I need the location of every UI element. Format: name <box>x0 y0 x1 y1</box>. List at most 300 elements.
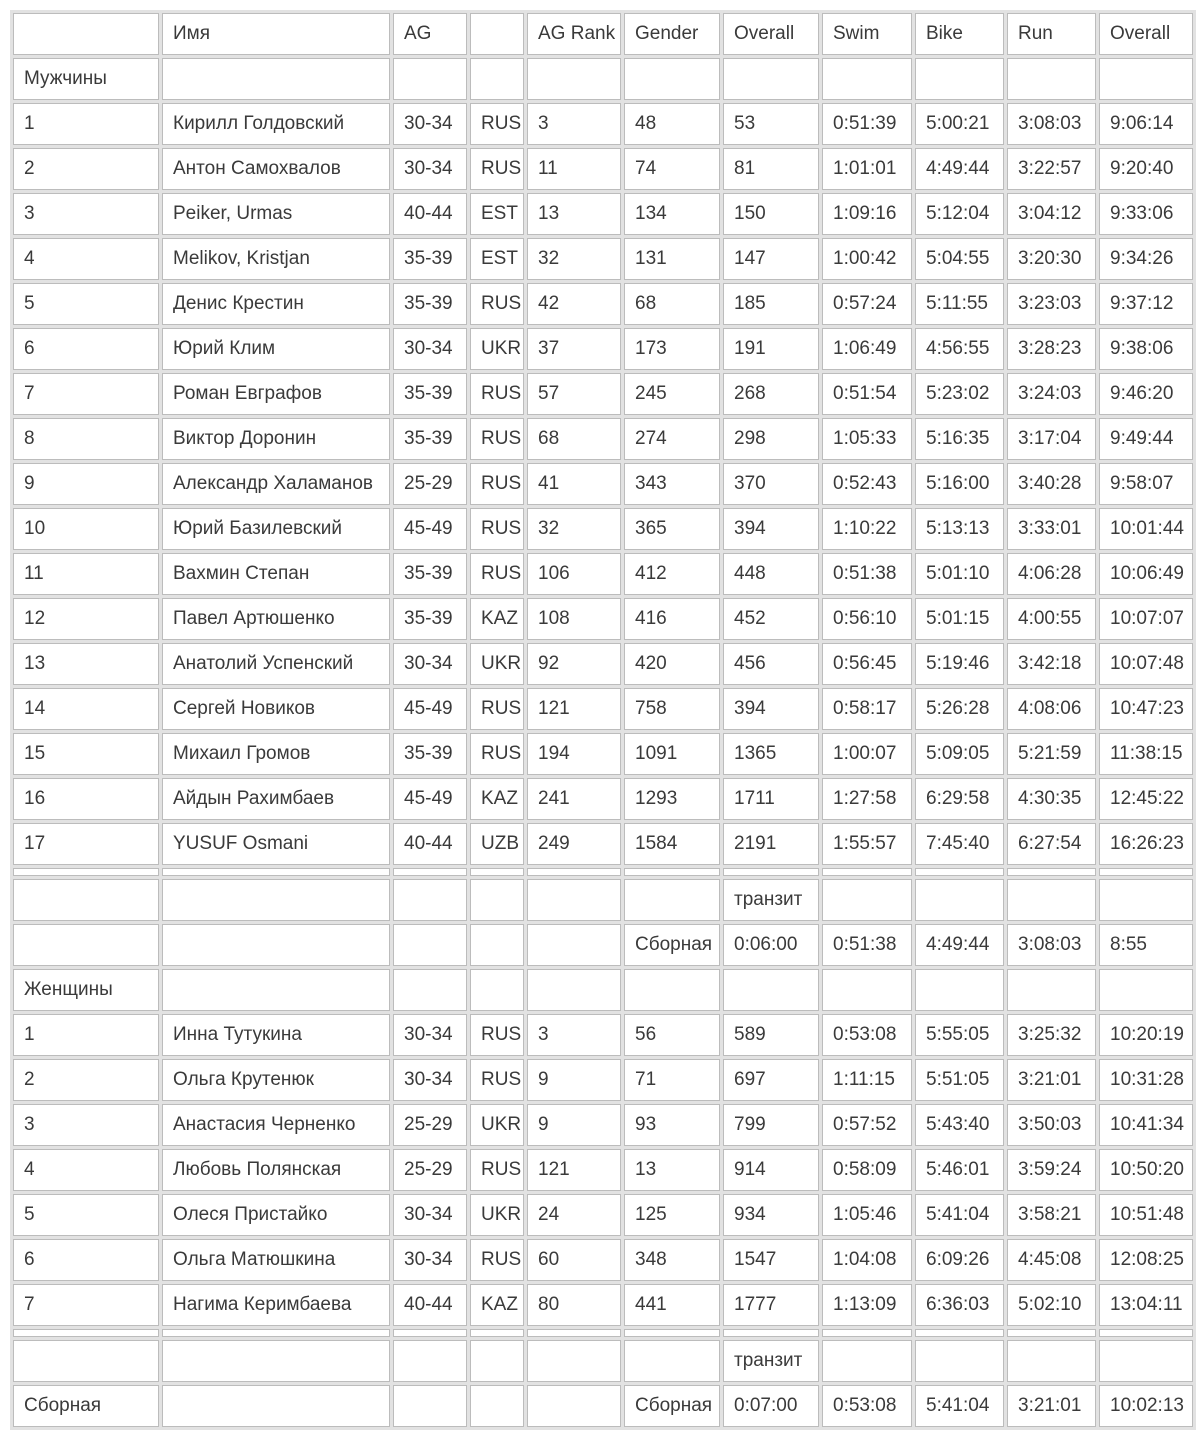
cell-gender-rank <box>624 1340 720 1382</box>
cell-country <box>470 1385 524 1427</box>
cell-overall-rank <box>723 868 819 876</box>
cell-total-time: 9:46:20 <box>1099 373 1193 415</box>
header-overall-rank: Overall <box>723 13 819 55</box>
cell-age-group <box>393 1385 467 1427</box>
cell-country: KAZ <box>470 1284 524 1326</box>
cell-swim-time: 0:51:38 <box>822 553 912 595</box>
cell-run-time <box>1007 1340 1096 1382</box>
cell-country: UKR <box>470 1104 524 1146</box>
result-row <box>13 823 1193 865</box>
cell-rank <box>13 1340 159 1382</box>
cell-bike-time: 5:23:02 <box>915 373 1004 415</box>
cell-bike-time: 5:01:10 <box>915 553 1004 595</box>
cell-swim-time: 0:51:39 <box>822 103 912 145</box>
cell-name: Айдын Рахимбаев <box>162 778 390 820</box>
cell-bike-time: 4:49:44 <box>915 148 1004 190</box>
cell-rank: 5 <box>13 283 159 325</box>
result-row <box>13 553 1193 595</box>
cell-ag-rank: 32 <box>527 508 621 550</box>
cell-overall-rank: 150 <box>723 193 819 235</box>
cell-bike-time: 6:36:03 <box>915 1284 1004 1326</box>
result-row <box>13 1149 1193 1191</box>
cell-total-time: 12:45:22 <box>1099 778 1193 820</box>
cell-ag-rank: 32 <box>527 238 621 280</box>
cell-ag-rank: 13 <box>527 193 621 235</box>
cell-swim-time: 0:57:52 <box>822 1104 912 1146</box>
cell-swim-time: 0:58:09 <box>822 1149 912 1191</box>
result-row <box>13 328 1193 370</box>
cell-total-time: 9:49:44 <box>1099 418 1193 460</box>
cell-age-group: 30-34 <box>393 1014 467 1056</box>
cell-overall-rank: 697 <box>723 1059 819 1101</box>
cell-ag-rank: 249 <box>527 823 621 865</box>
cell-country: UKR <box>470 1194 524 1236</box>
cell-ag-rank: 106 <box>527 553 621 595</box>
result-row <box>13 1239 1193 1281</box>
cell-total-time: 9:37:12 <box>1099 283 1193 325</box>
cell-gender-rank: 348 <box>624 1239 720 1281</box>
cell-country <box>470 58 524 100</box>
cell-bike-time: 7:45:40 <box>915 823 1004 865</box>
cell-ag-rank <box>527 879 621 921</box>
cell-gender-rank: 1293 <box>624 778 720 820</box>
cell-name <box>162 868 390 876</box>
cell-country <box>470 924 524 966</box>
cell-run-time: 3:04:12 <box>1007 193 1096 235</box>
cell-name <box>162 1385 390 1427</box>
cell-overall-rank: 0:07:00 <box>723 1385 819 1427</box>
cell-ag-rank: 108 <box>527 598 621 640</box>
cell-overall-rank: 268 <box>723 373 819 415</box>
cell-name: Юрий Базилевский <box>162 508 390 550</box>
cell-age-group: 45-49 <box>393 778 467 820</box>
cell-age-group: 40-44 <box>393 823 467 865</box>
cell-overall-rank: транзит <box>723 879 819 921</box>
cell-country: RUS <box>470 1014 524 1056</box>
cell-name: Роман Евграфов <box>162 373 390 415</box>
cell-run-time: 3:33:01 <box>1007 508 1096 550</box>
cell-rank <box>13 1329 159 1337</box>
cell-swim-time: 1:00:07 <box>822 733 912 775</box>
cell-age-group <box>393 868 467 876</box>
cell-swim-time: 0:53:08 <box>822 1014 912 1056</box>
cell-country: RUS <box>470 733 524 775</box>
cell-total-time: 13:04:11 <box>1099 1284 1193 1326</box>
cell-total-time: 10:01:44 <box>1099 508 1193 550</box>
cell-name <box>162 879 390 921</box>
cell-country: RUS <box>470 148 524 190</box>
cell-swim-time: 0:52:43 <box>822 463 912 505</box>
cell-age-group: 30-34 <box>393 1239 467 1281</box>
cell-swim-time: 1:13:09 <box>822 1284 912 1326</box>
cell-age-group: 35-39 <box>393 418 467 460</box>
cell-bike-time: 5:46:01 <box>915 1149 1004 1191</box>
cell-gender-rank: Сборная <box>624 924 720 966</box>
cell-country: UKR <box>470 643 524 685</box>
cell-ag-rank: 80 <box>527 1284 621 1326</box>
cell-age-group: 45-49 <box>393 508 467 550</box>
cell-swim-time: 0:58:17 <box>822 688 912 730</box>
cell-rank: 12 <box>13 598 159 640</box>
cell-gender-rank: 74 <box>624 148 720 190</box>
cell-gender-rank: 134 <box>624 193 720 235</box>
cell-swim-time: 1:10:22 <box>822 508 912 550</box>
cell-bike-time: 5:13:13 <box>915 508 1004 550</box>
cell-rank: 1 <box>13 1014 159 1056</box>
cell-country: RUS <box>470 553 524 595</box>
cell-ag-rank: 41 <box>527 463 621 505</box>
cell-run-time <box>1007 879 1096 921</box>
cell-total-time <box>1099 58 1193 100</box>
cell-swim-time: 0:53:08 <box>822 1385 912 1427</box>
cell-bike-time: 5:26:28 <box>915 688 1004 730</box>
cell-ag-rank: 241 <box>527 778 621 820</box>
cell-overall-rank: 914 <box>723 1149 819 1191</box>
results-table-body <box>13 58 1193 1427</box>
cell-overall-rank: 53 <box>723 103 819 145</box>
cell-run-time: 3:22:57 <box>1007 148 1096 190</box>
cell-total-time: 10:02:13 <box>1099 1385 1193 1427</box>
cell-gender-rank: 274 <box>624 418 720 460</box>
cell-age-group <box>393 969 467 1011</box>
cell-ag-rank <box>527 924 621 966</box>
result-row <box>13 733 1193 775</box>
cell-ag-rank: 24 <box>527 1194 621 1236</box>
cell-name: Сергей Новиков <box>162 688 390 730</box>
cell-name: Антон Самохвалов <box>162 148 390 190</box>
cell-country: RUS <box>470 508 524 550</box>
cell-bike-time: 5:00:21 <box>915 103 1004 145</box>
cell-age-group: 30-34 <box>393 1059 467 1101</box>
cell-overall-rank: 448 <box>723 553 819 595</box>
cell-age-group <box>393 879 467 921</box>
cell-swim-time: 1:27:58 <box>822 778 912 820</box>
cell-swim-time: 1:06:49 <box>822 328 912 370</box>
cell-country: EST <box>470 193 524 235</box>
section-row <box>13 969 1193 1011</box>
cell-ag-rank: 11 <box>527 148 621 190</box>
cell-overall-rank: 2191 <box>723 823 819 865</box>
cell-country: RUS <box>470 688 524 730</box>
cell-overall-rank <box>723 1329 819 1337</box>
header-gender-rank: Gender <box>624 13 720 55</box>
result-row <box>13 508 1193 550</box>
cell-country: RUS <box>470 103 524 145</box>
cell-bike-time <box>915 1340 1004 1382</box>
cell-bike-time: 5:55:05 <box>915 1014 1004 1056</box>
cell-rank: Мужчины <box>13 58 159 100</box>
result-row <box>13 778 1193 820</box>
cell-age-group: 30-34 <box>393 1194 467 1236</box>
cell-overall-rank: 394 <box>723 508 819 550</box>
cell-run-time: 4:06:28 <box>1007 553 1096 595</box>
cell-run-time: 6:27:54 <box>1007 823 1096 865</box>
result-row <box>13 148 1193 190</box>
cell-swim-time: 1:09:16 <box>822 193 912 235</box>
cell-total-time <box>1099 969 1193 1011</box>
header-ag-rank: AG Rank <box>527 13 621 55</box>
cell-gender-rank: Сборная <box>624 1385 720 1427</box>
result-row <box>13 598 1193 640</box>
cell-country: RUS <box>470 373 524 415</box>
cell-total-time: 9:20:40 <box>1099 148 1193 190</box>
cell-gender-rank: 416 <box>624 598 720 640</box>
cell-run-time: 3:17:04 <box>1007 418 1096 460</box>
cell-age-group: 30-34 <box>393 328 467 370</box>
cell-rank <box>13 868 159 876</box>
cell-age-group: 25-29 <box>393 1104 467 1146</box>
cell-gender-rank: 48 <box>624 103 720 145</box>
cell-gender-rank: 131 <box>624 238 720 280</box>
cell-rank: 5 <box>13 1194 159 1236</box>
cell-age-group: 35-39 <box>393 553 467 595</box>
cell-ag-rank: 57 <box>527 373 621 415</box>
cell-rank: Женщины <box>13 969 159 1011</box>
cell-run-time: 4:00:55 <box>1007 598 1096 640</box>
cell-rank <box>13 924 159 966</box>
result-row <box>13 1284 1193 1326</box>
cell-gender-rank: 420 <box>624 643 720 685</box>
header-bike-time: Bike <box>915 13 1004 55</box>
cell-rank: 2 <box>13 148 159 190</box>
cell-name: Юрий Клим <box>162 328 390 370</box>
cell-run-time: 3:21:01 <box>1007 1059 1096 1101</box>
cell-total-time: 12:08:25 <box>1099 1239 1193 1281</box>
cell-gender-rank: 758 <box>624 688 720 730</box>
cell-gender-rank: 13 <box>624 1149 720 1191</box>
cell-rank: 7 <box>13 373 159 415</box>
cell-country <box>470 879 524 921</box>
cell-age-group <box>393 58 467 100</box>
cell-name: Ольга Матюшкина <box>162 1239 390 1281</box>
header-run-time: Run <box>1007 13 1096 55</box>
cell-name: Виктор Доронин <box>162 418 390 460</box>
cell-name <box>162 58 390 100</box>
cell-gender-rank: 125 <box>624 1194 720 1236</box>
cell-swim-time: 1:55:57 <box>822 823 912 865</box>
cell-run-time: 5:02:10 <box>1007 1284 1096 1326</box>
cell-total-time <box>1099 1340 1193 1382</box>
cell-total-time: 9:38:06 <box>1099 328 1193 370</box>
cell-country: KAZ <box>470 778 524 820</box>
cell-gender-rank: 343 <box>624 463 720 505</box>
cell-gender-rank: 1091 <box>624 733 720 775</box>
cell-name: Любовь Полянская <box>162 1149 390 1191</box>
cell-name <box>162 1329 390 1337</box>
cell-overall-rank: 1547 <box>723 1239 819 1281</box>
cell-name: Peiker, Urmas <box>162 193 390 235</box>
result-row <box>13 1194 1193 1236</box>
cell-rank: 4 <box>13 1149 159 1191</box>
cell-rank: 9 <box>13 463 159 505</box>
cell-age-group: 45-49 <box>393 688 467 730</box>
cell-gender-rank: 56 <box>624 1014 720 1056</box>
cell-age-group: 30-34 <box>393 643 467 685</box>
result-row <box>13 688 1193 730</box>
cell-bike-time: 5:11:55 <box>915 283 1004 325</box>
cell-age-group <box>393 1329 467 1337</box>
cell-name: Александр Халаманов <box>162 463 390 505</box>
cell-country <box>470 1340 524 1382</box>
cell-age-group: 40-44 <box>393 1284 467 1326</box>
cell-overall-rank: 1365 <box>723 733 819 775</box>
cell-swim-time <box>822 58 912 100</box>
cell-swim-time: 1:11:15 <box>822 1059 912 1101</box>
cell-total-time: 8:55 <box>1099 924 1193 966</box>
cell-total-time <box>1099 1329 1193 1337</box>
cell-overall-rank: 370 <box>723 463 819 505</box>
result-row <box>13 463 1193 505</box>
section-row <box>13 58 1193 100</box>
cell-overall-rank <box>723 969 819 1011</box>
cell-country: EST <box>470 238 524 280</box>
cell-bike-time: 5:41:04 <box>915 1385 1004 1427</box>
cell-total-time: 9:58:07 <box>1099 463 1193 505</box>
cell-gender-rank <box>624 1329 720 1337</box>
cell-ag-rank: 9 <box>527 1059 621 1101</box>
result-row <box>13 1104 1193 1146</box>
cell-swim-time: 1:05:46 <box>822 1194 912 1236</box>
cell-name: Денис Крестин <box>162 283 390 325</box>
cell-ag-rank <box>527 969 621 1011</box>
cell-bike-time: 5:09:05 <box>915 733 1004 775</box>
cell-ag-rank: 42 <box>527 283 621 325</box>
cell-total-time: 16:26:23 <box>1099 823 1193 865</box>
cell-name <box>162 969 390 1011</box>
cell-run-time: 3:50:03 <box>1007 1104 1096 1146</box>
cell-run-time: 3:58:21 <box>1007 1194 1096 1236</box>
cell-age-group: 25-29 <box>393 1149 467 1191</box>
cell-overall-rank: 394 <box>723 688 819 730</box>
cell-rank: 11 <box>13 553 159 595</box>
header-row <box>13 13 1193 55</box>
cell-ag-rank: 121 <box>527 1149 621 1191</box>
cell-bike-time <box>915 879 1004 921</box>
cell-bike-time <box>915 58 1004 100</box>
header-swim-time: Swim <box>822 13 912 55</box>
result-row <box>13 193 1193 235</box>
cell-swim-time: 1:01:01 <box>822 148 912 190</box>
cell-rank <box>13 879 159 921</box>
cell-country: KAZ <box>470 598 524 640</box>
cell-country <box>470 969 524 1011</box>
cell-total-time: 10:47:23 <box>1099 688 1193 730</box>
cell-swim-time <box>822 969 912 1011</box>
cell-swim-time: 0:51:38 <box>822 924 912 966</box>
cell-name: Анатолий Успенский <box>162 643 390 685</box>
cell-total-time: 10:51:48 <box>1099 1194 1193 1236</box>
cell-ag-rank: 92 <box>527 643 621 685</box>
cell-gender-rank <box>624 868 720 876</box>
cell-country: RUS <box>470 418 524 460</box>
cell-run-time: 3:59:24 <box>1007 1149 1096 1191</box>
cell-run-time: 3:20:30 <box>1007 238 1096 280</box>
cell-ag-rank: 121 <box>527 688 621 730</box>
cell-swim-time: 0:56:10 <box>822 598 912 640</box>
cell-ag-rank: 9 <box>527 1104 621 1146</box>
cell-gender-rank: 245 <box>624 373 720 415</box>
transit-row <box>13 879 1193 921</box>
header-country <box>470 13 524 55</box>
cell-bike-time: 4:49:44 <box>915 924 1004 966</box>
cell-total-time: 10:31:28 <box>1099 1059 1193 1101</box>
cell-bike-time: 5:51:05 <box>915 1059 1004 1101</box>
cell-country: RUS <box>470 1149 524 1191</box>
cell-gender-rank: 68 <box>624 283 720 325</box>
cell-gender-rank: 173 <box>624 328 720 370</box>
cell-rank: Сборная <box>13 1385 159 1427</box>
cell-ag-rank <box>527 1340 621 1382</box>
cell-name: Анастасия Черненко <box>162 1104 390 1146</box>
cell-run-time: 3:08:03 <box>1007 103 1096 145</box>
result-row <box>13 418 1193 460</box>
cell-overall-rank: 1711 <box>723 778 819 820</box>
cell-country: RUS <box>470 463 524 505</box>
cell-rank: 3 <box>13 193 159 235</box>
cell-bike-time: 5:12:04 <box>915 193 1004 235</box>
cell-rank: 13 <box>13 643 159 685</box>
cell-country: RUS <box>470 1239 524 1281</box>
cell-bike-time: 5:19:46 <box>915 643 1004 685</box>
cell-rank: 7 <box>13 1284 159 1326</box>
cell-total-time <box>1099 868 1193 876</box>
cell-ag-rank: 68 <box>527 418 621 460</box>
cell-overall-rank: 147 <box>723 238 819 280</box>
cell-total-time: 9:34:26 <box>1099 238 1193 280</box>
cell-ag-rank: 3 <box>527 103 621 145</box>
cell-age-group: 35-39 <box>393 373 467 415</box>
cell-ag-rank: 37 <box>527 328 621 370</box>
cell-gender-rank <box>624 969 720 1011</box>
cell-run-time: 3:28:23 <box>1007 328 1096 370</box>
cell-age-group: 30-34 <box>393 103 467 145</box>
cell-run-time <box>1007 58 1096 100</box>
cell-age-group: 35-39 <box>393 283 467 325</box>
cell-swim-time: 1:00:42 <box>822 238 912 280</box>
cell-swim-time: 0:51:54 <box>822 373 912 415</box>
cell-bike-time <box>915 1329 1004 1337</box>
cell-swim-time <box>822 868 912 876</box>
cell-country: UZB <box>470 823 524 865</box>
cell-swim-time: 0:56:45 <box>822 643 912 685</box>
cell-country: UKR <box>470 328 524 370</box>
cell-rank: 3 <box>13 1104 159 1146</box>
cell-name: Ольга Крутенюк <box>162 1059 390 1101</box>
separator-row <box>13 868 1193 876</box>
cell-run-time: 3:23:03 <box>1007 283 1096 325</box>
cell-overall-rank: 1777 <box>723 1284 819 1326</box>
cell-ag-rank: 194 <box>527 733 621 775</box>
cell-run-time: 3:25:32 <box>1007 1014 1096 1056</box>
cell-total-time: 11:38:15 <box>1099 733 1193 775</box>
result-row <box>13 238 1193 280</box>
cell-rank: 15 <box>13 733 159 775</box>
team-row <box>13 924 1193 966</box>
cell-age-group: 35-39 <box>393 733 467 775</box>
cell-name: Олеся Пристайко <box>162 1194 390 1236</box>
result-row <box>13 643 1193 685</box>
header-name: Имя <box>162 13 390 55</box>
cell-rank: 6 <box>13 1239 159 1281</box>
cell-overall-rank: 589 <box>723 1014 819 1056</box>
cell-ag-rank <box>527 1385 621 1427</box>
cell-bike-time: 4:56:55 <box>915 328 1004 370</box>
cell-country <box>470 868 524 876</box>
cell-country <box>470 1329 524 1337</box>
cell-country: RUS <box>470 1059 524 1101</box>
cell-overall-rank: 799 <box>723 1104 819 1146</box>
cell-bike-time: 5:43:40 <box>915 1104 1004 1146</box>
